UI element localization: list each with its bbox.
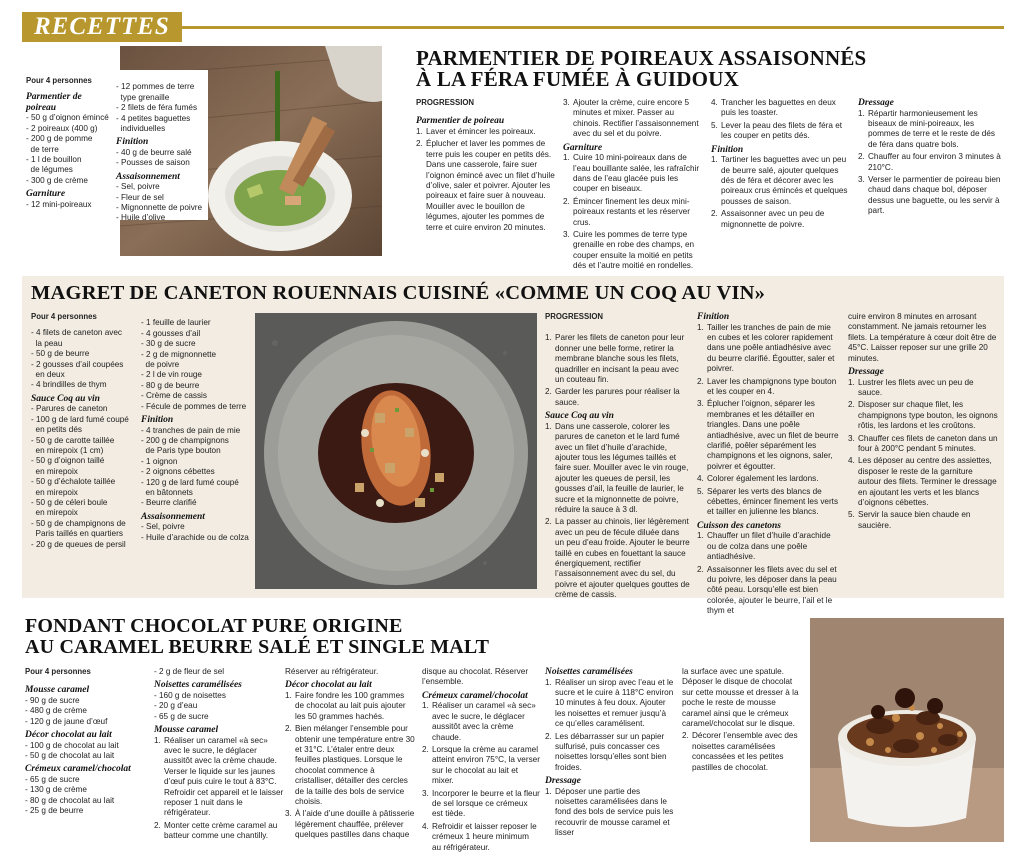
ingredient-line: - Huile d’olive [116, 213, 166, 223]
ingredient-line: - 50 g d’oignon taillé [31, 456, 105, 466]
step-text: Cuire 10 mini-poireaux dans de l’eau bouillante salée, les rafraîchir dans de l’eau glacée puis les couper en biseaux. [573, 153, 700, 194]
ingredient-line: - 4 petites baguettes [116, 113, 191, 123]
step-number: 1. [711, 155, 718, 165]
step-text: Répartir harmonieusement les biseaux de mini-poireaux, les pommes de terre et le reste de dés de féra dans quatre bols. [868, 108, 995, 149]
numbered-step [848, 400, 998, 431]
ingredient-line: en mirepoix (1 cm) [31, 445, 104, 455]
recipe3-col3 [422, 667, 540, 852]
ingredient-line: - 25 g de beurre [25, 806, 84, 816]
numbered-step [858, 152, 1004, 173]
step-text: Réaliser un caramel «à sec» avec le sucre, le déglacer aussitôt avec la crème chaude. [432, 701, 536, 742]
step-number: 4. [711, 98, 718, 107]
ingredient-line: - 2 filets de féra fumés [116, 103, 198, 113]
step-text: Chauffer ces filets de caneton dans un four à 200°C pendant 5 minutes. [858, 433, 998, 453]
step-number: 1. [545, 786, 552, 796]
numbered-step [858, 109, 1004, 151]
recipe2-photo [255, 313, 537, 589]
step-text: Laver les champignons type bouton et les couper en 4. [707, 376, 837, 396]
section-heading: Décor chocolat au lait [285, 680, 372, 691]
ingredient-line: - 50 g de champignons de [31, 518, 126, 528]
step-number: 2. [858, 152, 865, 162]
numbered-step [697, 377, 842, 398]
ingredient-line: - 50 g de carotte taillée [31, 435, 115, 445]
recipe1-ingredients-right [116, 82, 204, 223]
step-number: 2. [682, 731, 689, 741]
ingredient-line: - 1 oignon [141, 456, 178, 466]
step-text: Incorporer le beurre et la fleur de sel lorsque ce crémeux est tiède. [432, 788, 540, 819]
ingredient-line: individuelles [116, 124, 166, 134]
recipe1-col2 [563, 98, 703, 271]
step-number: 3. [285, 809, 292, 819]
recipe2-ingredients-left [31, 328, 135, 550]
ingredient-line: - 30 g de sucre [141, 339, 196, 349]
section-heading: Garniture [26, 189, 66, 200]
section-heading: Sauce Coq au vin [31, 393, 100, 404]
ingredient-line: - Sel, poivre [141, 522, 185, 532]
step-text: Émincer finement les deux mini-poireaux restants et les réserver crus. [573, 196, 690, 227]
numbered-step [285, 809, 415, 840]
ingredient-line: - Fécule de pommes de terre [141, 401, 247, 411]
step-text: Chauffer un filet d’huile d’arachide ou de colza dans une poêle antiadhésive. [707, 531, 831, 562]
ingredient-line: en mirepoix [31, 466, 78, 476]
step-text: Colorer également les lardons. [707, 474, 819, 484]
recipe1-title-line2: À LA FÉRA FUMÉE À GUIDOUX [416, 67, 739, 91]
step-number: 1. [285, 690, 292, 700]
numbered-step [545, 387, 690, 408]
recipe2-col2 [697, 312, 842, 616]
ingredient-line: - 4 tranches de pain de mie [141, 425, 241, 435]
step-number: 1. [545, 421, 552, 431]
numbered-step [858, 175, 1004, 217]
step-text: Parer les filets de caneton pour leur donner une belle forme, retirer la membrane blanche sous les filets, quadriller en incisant la peau avec un couteau fin. [555, 333, 685, 385]
ingredient-line: de poivre [141, 360, 180, 370]
step-text: Dans une casserole, colorer les parures de caneton et le lard fumé avec un filet d’huile d’arachide, ajouter tous les légumes taillés et faire suer. Mouiller avec le vin rouge, ajouter les queues de persil, les gousses d’ail, la feuille de laurier, le sucre et la mignonnette de poivre, réduire la sauce à 3 dl. [555, 421, 689, 514]
ingredient-line: - 65 g de sucre [154, 711, 209, 721]
ingredient-line: en mirepoix [31, 508, 78, 518]
section-heading: Mousse caramel [154, 725, 219, 736]
step-text: Cuire les pommes de terre type grenaille en robe des champs, en couper ensuite la moitié en petits dés et l’autre moitié en rondelles. [573, 229, 695, 271]
step-text: Tartiner les baguettes avec un peu de beurre salé, ajouter quelques dés de féra et décorer avec les poireaux crus émincés et quelques pousses de saison. [721, 155, 848, 206]
numbered-step [563, 230, 703, 272]
ingredient-line: - 50 g d’échalote taillée [31, 477, 116, 487]
step-number: 2. [285, 724, 292, 734]
numbered-step [545, 333, 690, 385]
numbered-step [682, 731, 802, 773]
ingredient-line: - 40 g de beurre salé [116, 147, 192, 157]
step-number: 1. [848, 377, 855, 387]
step-number: 3. [422, 788, 429, 798]
numbered-step [154, 736, 284, 819]
step-text: Tailler les tranches de pain de mie en cubes et les colorer rapidement dans une poêle antiadhésive avec du beurre clarifié. Égoutter, saler et poivrer. [707, 322, 835, 374]
section-heading: Décor chocolat au lait [25, 730, 112, 741]
paragraph-text: disque au chocolat. Réserver l’ensemble. [422, 667, 529, 687]
step-number: 1. [154, 735, 161, 745]
ingredient-line: - Crème de cassis [141, 391, 207, 401]
ingredient-line: de légumes [26, 165, 73, 175]
recipe2-ingredients-right [141, 318, 253, 550]
section-heading: Finition [697, 312, 730, 322]
numbered-step [711, 209, 851, 230]
step-number: 4. [422, 821, 429, 831]
ingredient-line: - 12 pommes de terre [116, 82, 195, 92]
step-number: 3. [858, 174, 865, 184]
numbered-step [697, 399, 842, 472]
ingredient-line: - 2 g de fleur de sel [154, 667, 225, 676]
section-heading: Dressage [545, 776, 581, 787]
numbered-step [545, 678, 675, 730]
step-text: Trancher les baguettes en deux puis les toaster. [721, 98, 836, 118]
recipe1-col3 [711, 98, 851, 268]
ingredient-line: - 12 mini-poireaux [26, 199, 92, 209]
ingredient-line: en bâtonnets [141, 488, 193, 497]
ingredient-line: - 100 g de chocolat au lait [25, 740, 119, 750]
step-text: Servir la sauce bien chaude en saucière. [858, 510, 971, 530]
numbered-step [848, 378, 998, 399]
step-number: 1. [697, 322, 704, 332]
ingredient-line: - 200 g de pomme [26, 134, 93, 144]
step-number: 2. [422, 744, 429, 754]
recipe3-col0 [25, 667, 150, 847]
header-label: RECETTES [34, 13, 170, 40]
numbered-step [697, 323, 842, 375]
step-number: 1. [697, 531, 704, 541]
ingredient-line: - 90 g de sucre [25, 695, 80, 705]
numbered-step [416, 127, 556, 137]
numbered-step [563, 153, 703, 195]
step-text: Refroidir et laisser reposer le crémeux 1 heure minimum au réfrigérateur. [432, 821, 537, 852]
ingredient-line: - Sel, poivre [116, 182, 160, 192]
step-text: Les débarrasser sur un papier sulfurisé, puis concasser ces noisettes lorsqu’elles sont bien froides. [555, 731, 667, 772]
recipe1-col4 [858, 98, 1004, 268]
recipe3-col2 [285, 667, 415, 847]
step-number: 2. [545, 387, 552, 397]
step-text: À l’aide d’une douille à pâtisserie légèrement chauffée, prélever quelques pastilles dans chaque [295, 809, 415, 840]
section-heading: Crémeux caramel/chocolat [25, 764, 131, 775]
ingredient-line: la peau [31, 338, 63, 348]
step-number: 3. [563, 229, 570, 239]
recipe2-persons: Pour 4 personnes [31, 312, 97, 321]
numbered-step [711, 155, 851, 207]
step-text: Déposer une partie des noisettes caramélisées dans le fond des bols de service puis les recouvrir de mousse caramel et lisser [555, 786, 674, 838]
recipe2-ingredients [31, 312, 261, 592]
ingredient-line: - 50 g d’oignon émincé [26, 113, 109, 123]
step-number: 2. [545, 517, 552, 527]
section-heading: Finition [711, 144, 744, 155]
section-heading: Parmentier de poireau [26, 92, 82, 113]
section-heading: Finition [141, 415, 174, 426]
numbered-step [697, 474, 842, 484]
step-text: Réaliser un caramel «à sec» avec le sucre, le déglacer aussitôt avec la crème chaude. Verser le liquide sur les jaunes d’œuf puis cuire le tout à 83°C. Refroidir cet appareil et le laisser reposer 1 nuit dans le réfrigérateur. [164, 735, 284, 818]
step-number: 1. [545, 333, 552, 343]
step-text: Monter cette crème caramel au batteur comme une chantilly. [164, 820, 278, 841]
numbered-step [711, 121, 851, 142]
step-text: Lustrer les filets avec un peu de sauce. [858, 377, 974, 397]
ingredient-line: - 4 filets de caneton avec [31, 328, 123, 338]
numbered-step [697, 565, 842, 617]
ingredient-line: - 100 g de lard fumé coupé [31, 414, 129, 424]
numbered-step [545, 732, 675, 774]
step-text: Disposer sur chaque filet, les champignons type bouton, les oignons rôtis, les lardons et les croûtons. [858, 400, 998, 431]
section-heading: Crémeux caramel/chocolat [422, 690, 528, 701]
numbered-step [416, 139, 556, 233]
section-heading: Noisettes caramélisées [545, 667, 633, 677]
ingredient-line: - 200 g de champignons [141, 435, 229, 445]
ingredient-line: - 4 brindilles de thym [31, 380, 107, 390]
section-heading: Cuisson des canetons [697, 520, 781, 531]
ingredient-line: type grenaille [116, 92, 170, 102]
paragraph-text: Réserver au réfrigérateur. [285, 667, 379, 676]
step-number: 3. [848, 433, 855, 443]
numbered-step [563, 197, 703, 228]
ingredient-line: - 160 g de noisettes [154, 690, 226, 700]
step-number: 4. [697, 474, 704, 484]
ingredient-line: - 65 g de sucre [25, 774, 80, 784]
recipe1-col1 [416, 98, 556, 268]
recipe3-title-line1: FONDANT CHOCOLAT PURE ORIGINE [25, 615, 403, 637]
ingredient-line: - Mignonnette de poivre [116, 203, 203, 213]
paragraph-text: la surface avec une spatule. Déposer le disque de chocolat sur cette mousse et dresser à la poche le reste de mousse caramel ainsi que le crémeux caramel/chocolat sur le disque. [682, 667, 799, 729]
numbered-step [563, 98, 703, 140]
step-text: Verser le parmentier de poireau bien chaud dans chaque bol, déposer dessus une baguette, ou les servir à part. [868, 174, 1001, 216]
numbered-step [422, 822, 540, 853]
numbered-step [422, 701, 540, 743]
ingredient-line: en deux [31, 370, 65, 380]
numbered-step [422, 745, 540, 787]
ingredient-line: - Beurre clarifié [141, 498, 197, 508]
step-number: 5. [711, 120, 718, 130]
step-number: 1. [858, 108, 865, 118]
ingredient-line: - 1 feuille de laurier [141, 318, 211, 328]
step-text: Faire fondre les 100 grammes de chocolat au lait puis ajouter les 50 grammes hachés. [295, 690, 406, 721]
recipe2-title: MAGRET DE CANETON ROUENNAIS CUISINÉ «COMME UN COQ AU VIN» [31, 282, 766, 304]
step-text: Assaisonner les filets avec du sel et du poivre, les déposer dans la peau côté peau. Lorsqu’elle est bien colorée, ajouter le beurre, l’ail et le thym et [707, 564, 837, 616]
step-text: Décorer l’ensemble avec des noisettes caramélisées concassées et les petites pastilles de chocolat. [692, 731, 798, 772]
section-heading: Garniture [563, 142, 603, 153]
step-number: 1. [545, 677, 552, 687]
recipe2-col3 [848, 312, 998, 592]
recipe1-title-line1: PARMENTIER DE POIREAUX ASSAISONNÉS [416, 46, 867, 70]
recipe3-col4 [545, 667, 675, 847]
section-heading: Dressage [858, 98, 894, 108]
step-number: 2. [848, 400, 855, 410]
step-text: Éplucher et laver les pommes de terre puis les couper en petits dés. Dans une casserole, faire suer l’oignon émincé avec un filet d’huile d’olive, saler et poivrer. Ajouter les poireaux et faire suer à nouveau. Mouiller avec le bouillon de légumes, ajouter les pommes de terre et cuire environ 20 minutes. [426, 139, 555, 232]
ingredient-line: - Pousses de saison [116, 158, 190, 168]
section-heading: Assaisonnement [141, 511, 205, 522]
numbered-step [848, 510, 998, 531]
ingredient-line: - 2 g de mignonnette [141, 349, 217, 359]
step-text: Éplucher l’oignon, séparer les membranes et les détailler en triangles. Dans une poêle antiadhésive, avec un filet de beurre clarifié, poêler séparément les champignons et les oignons, saler, poivrer et égoutter. [707, 399, 839, 471]
section-heading: Dressage [848, 367, 884, 378]
recipe3-col1 [154, 667, 284, 847]
numbered-step [697, 531, 842, 562]
ingredient-line: en mirepoix [31, 487, 78, 497]
step-number: 4. [848, 456, 855, 466]
step-number: 2. [697, 564, 704, 574]
recipe1-ingredients-left [26, 92, 110, 223]
step-number: 5. [697, 486, 704, 496]
ingredient-line: - 120 g de jaune d’œuf [25, 716, 108, 726]
step-text: Chauffer au four environ 3 minutes à 210°C. [868, 152, 1001, 172]
section-heading: Parmentier de poireau [416, 116, 505, 127]
recipe2-progression-label: PROGRESSION [545, 312, 604, 321]
ingredient-line: - 80 g de beurre [141, 380, 200, 390]
recipe3-photo [810, 618, 1004, 842]
numbered-step [285, 724, 415, 807]
step-text: Lever la peau des filets de féra et les couper en petits dés. [721, 120, 843, 141]
numbered-step [545, 787, 675, 839]
step-text: Réaliser un sirop avec l’eau et le sucre et le cuire à 118°C environ 10 minutes à feu doux. Ajouter les noisettes et remuer jusqu’à ce qu’elles caramélisent. [555, 677, 674, 729]
numbered-step [154, 821, 284, 842]
step-text: Les déposer au centre des assiettes, disposer le reste de la garniture autour des filets. Terminer le dressage en ajoutant les verts et les blancs d’oignons cébettes. [858, 456, 997, 507]
step-text: Séparer les verts des blancs de cébettes, émincer finement les verts et tailler en julienne les blancs. [707, 486, 839, 517]
numbered-step [285, 691, 415, 722]
ingredient-line: - 1 l de bouillon [26, 155, 82, 165]
ingredient-line: - 50 g de chocolat au lait [25, 751, 115, 761]
paragraph-text: cuire environ 8 minutes en arrosant constamment. Ne jamais retourner les filets. La température à cœur doit être de 45°C. Laisser reposer sur une grille 20 minutes. [848, 312, 997, 363]
section-heading: Finition [116, 137, 149, 148]
ingredient-line: - 2 gousses d’ail coupées [31, 359, 124, 369]
step-text: Bien mélanger l’ensemble pour obtenir une température entre 30 et 31°C. L’étaler entre deux feuilles plastiques. Lorsque le chocolat commence à cristalliser, détailler des cercles de la taille des bols de service choisis. [295, 724, 415, 806]
step-number: 1. [416, 126, 423, 136]
numbered-step [545, 517, 690, 600]
numbered-step [697, 487, 842, 518]
step-text: Assaisonner avec un peu de mignonnette de poivre. [721, 209, 825, 229]
ingredient-line: - 80 g de chocolat au lait [25, 795, 115, 805]
ingredient-line: - Huile d’arachide ou de colza [141, 532, 249, 542]
section-heading: Assaisonnement [116, 171, 180, 182]
recipe2-col1 [545, 312, 690, 600]
ingredient-line: Paris taillés en quartiers [31, 529, 123, 539]
step-text: Garder les parures pour réaliser la sauce. [555, 387, 680, 407]
numbered-step [848, 456, 998, 508]
recipe1-progression-label: PROGRESSION [416, 98, 475, 107]
numbered-step [848, 434, 998, 455]
recipe3-persons: Pour 4 personnes [25, 667, 91, 676]
ingredient-line: - 120 g de lard fumé coupé [141, 477, 239, 487]
step-number: 2. [545, 731, 552, 741]
ingredient-line: - 20 g d’eau [154, 701, 198, 711]
step-number: 2. [697, 376, 704, 386]
section-heading: Mousse caramel [25, 685, 90, 696]
step-number: 5. [848, 510, 855, 520]
ingredient-line: - 130 g de crème [25, 785, 87, 795]
ingredient-line: - 4 gousses d’ail [141, 328, 201, 338]
recipe3-title-line2: AU CARAMEL BEURRE SALÉ ET SINGLE MALT [25, 636, 490, 658]
step-number: 1. [422, 701, 429, 711]
step-text: Ajouter la crème, cuire encore 5 minutes et mixer. Passer au chinois. Rectifier l’assaisonnement avec du sel et du poivre. [573, 98, 699, 139]
ingredient-line: de Paris type bouton [141, 446, 221, 456]
numbered-step [711, 98, 851, 119]
ingredient-line: - Fleur de sel [116, 192, 164, 202]
ingredient-line: - 2 oignons cébettes [141, 467, 215, 477]
ingredient-line: de terre [26, 144, 59, 154]
step-text: La passer au chinois, lier légèrement avec un peu de fécule diluée dans un peu d’eau froide. Ajouter le beurre taillé en cubes en fouettant la sauce énergiquement, rectifier l’assaisonnement avec du sel, du poivre et ajouter quelques gouttes de crème de cassis. [555, 517, 690, 600]
recipe1-persons: Pour 4 personnes [26, 76, 92, 85]
ingredient-line: - 50 g de céleri boule [31, 498, 108, 507]
recipe1-ingredients-box [22, 70, 208, 223]
step-text: Lorsque la crème au caramel atteint environ 75°C, la verser sur le chocolat au lait et mixer. [432, 744, 540, 786]
step-number: 3. [697, 399, 704, 409]
numbered-step [545, 422, 690, 516]
ingredient-line: - Parures de caneton [31, 404, 108, 414]
recipe3-col5 [682, 667, 802, 847]
ingredient-line: en petits dés [31, 425, 82, 435]
step-number: 1. [563, 153, 570, 163]
ingredient-line: - 480 g de crème [25, 706, 87, 716]
section-heading: Sauce Coq au vin [545, 411, 614, 422]
step-number: 2. [416, 139, 423, 149]
ingredient-line: - 300 g de crème [26, 175, 88, 185]
step-number: 2. [563, 196, 570, 206]
step-number: 3. [563, 98, 570, 107]
step-number: 2. [711, 209, 718, 219]
header-rule [182, 26, 1004, 29]
section-heading: Noisettes caramélisées [154, 680, 242, 691]
ingredient-line: - 2 poireaux (400 g) [26, 123, 98, 133]
numbered-step [422, 789, 540, 820]
step-number: 2. [154, 820, 161, 830]
step-text: Laver et émincer les poireaux. [426, 126, 536, 136]
ingredient-line: - 50 g de beurre [31, 349, 90, 359]
ingredient-line: - 20 g de queues de persil [31, 539, 126, 549]
ingredient-line: - 2 l de vin rouge [141, 370, 202, 380]
